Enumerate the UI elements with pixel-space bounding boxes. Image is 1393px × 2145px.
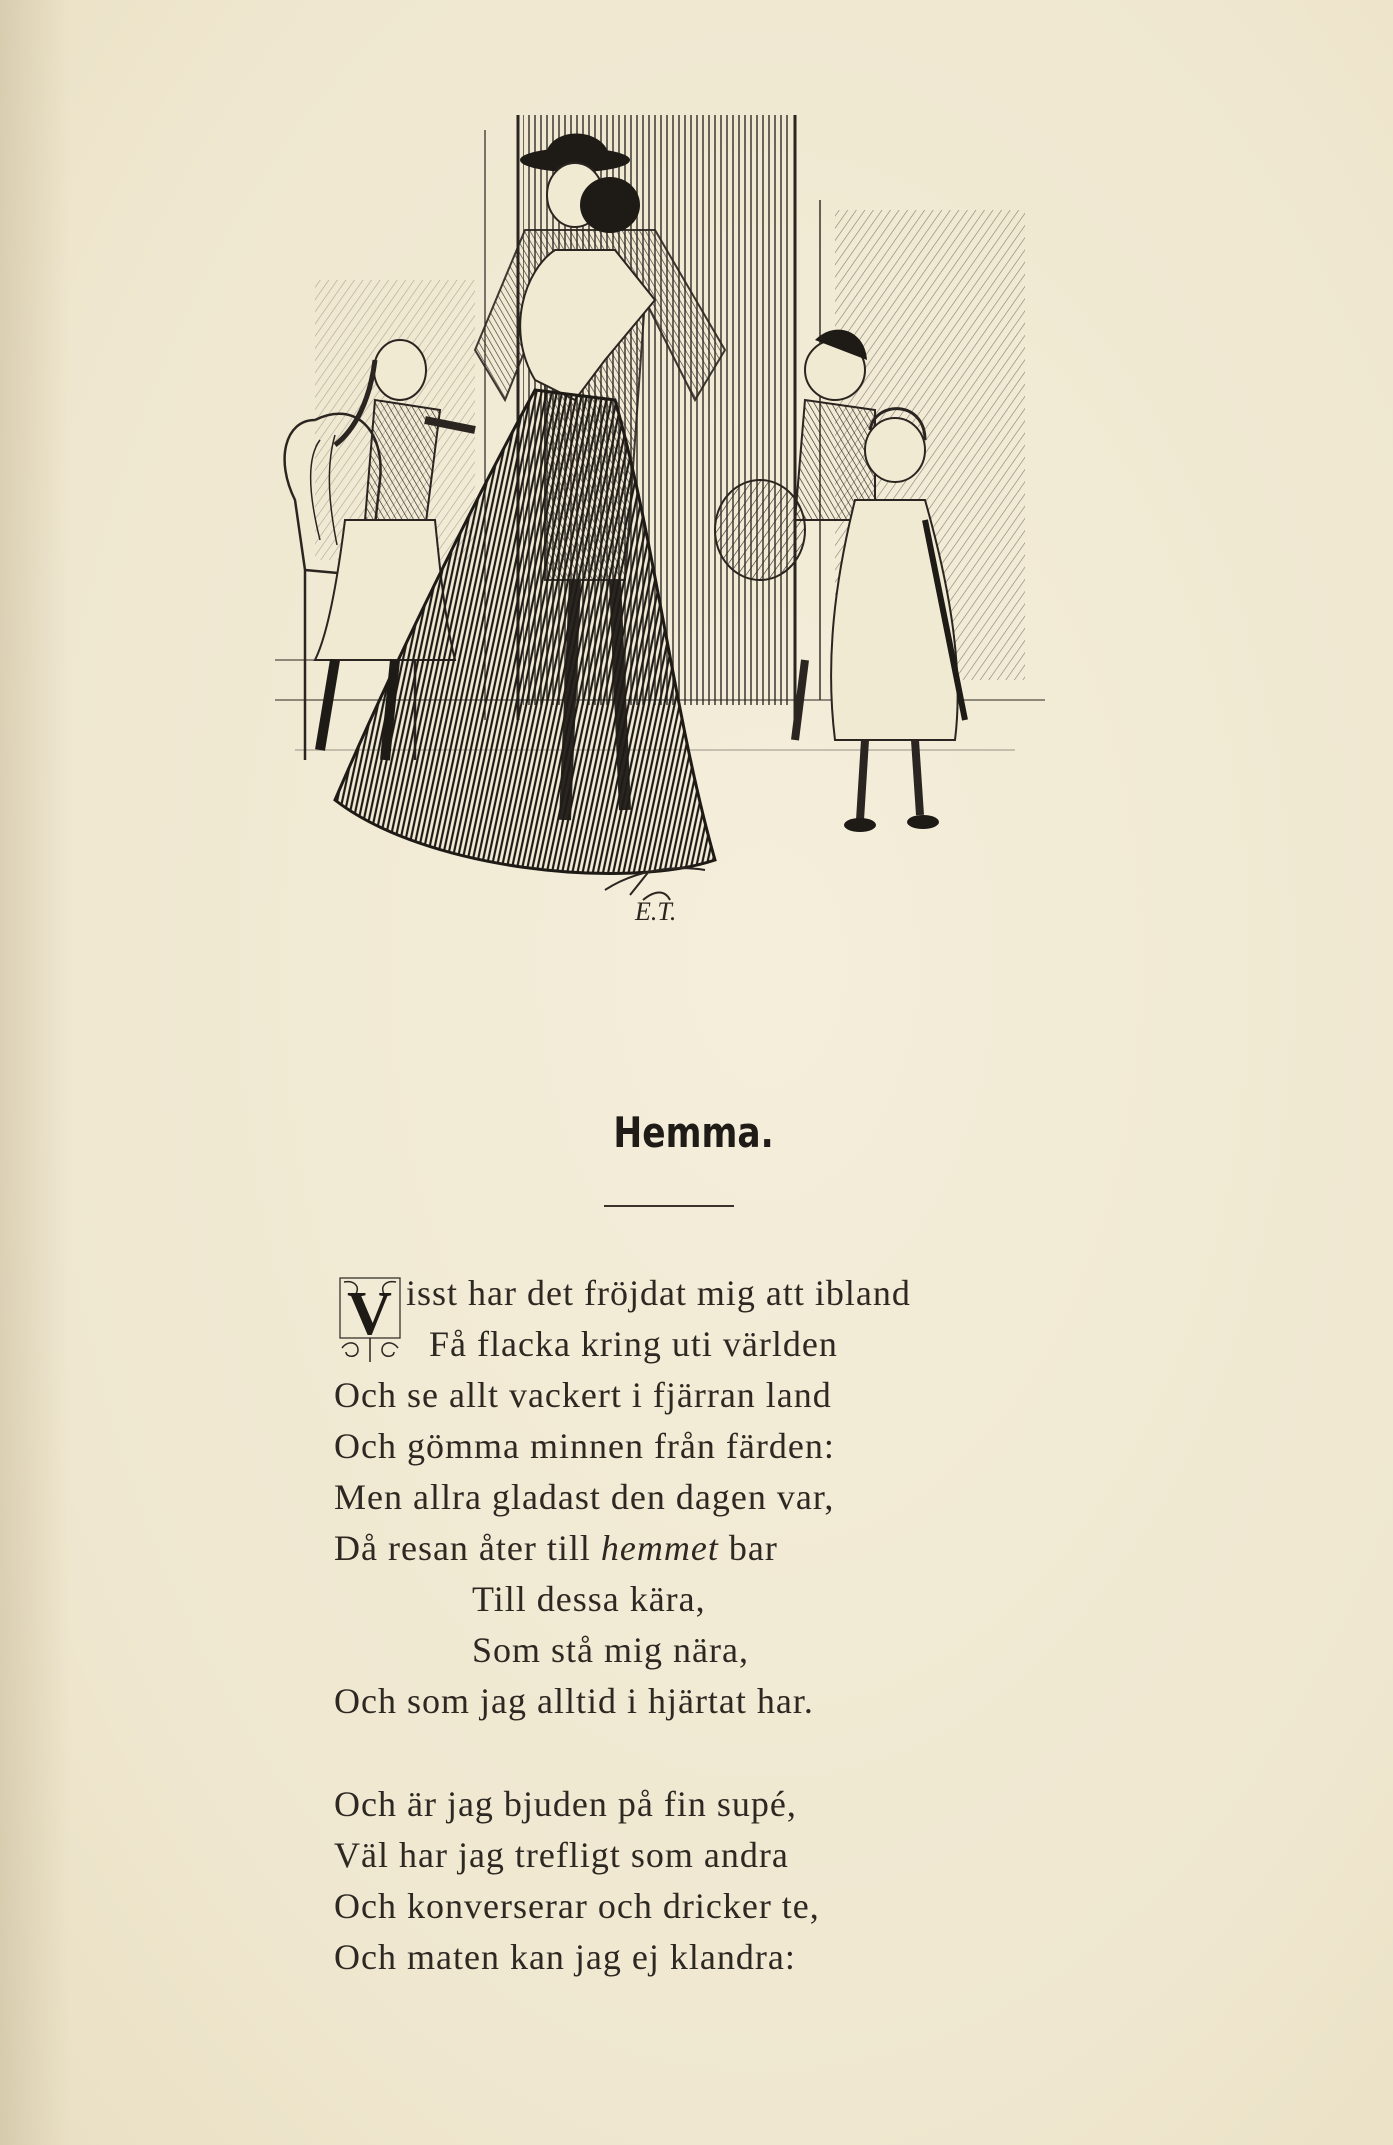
decorative-initial: [334, 1276, 406, 1366]
stanza1-line6-end: bar: [718, 1528, 778, 1568]
stanza2-line3: Och konverserar och dricker te,: [334, 1886, 820, 1926]
stanza1-line1: isst har det fröjdat mig att ibland: [406, 1273, 911, 1313]
poem-title: Hemma.: [613, 1108, 774, 1157]
stanza1-line6-start: Då resan åter till: [334, 1528, 601, 1568]
emphasized-word: hemmet: [600, 1528, 719, 1568]
stanza1-line8: Som stå mig nära,: [472, 1630, 749, 1670]
stanza1-line7: Till dessa kära,: [472, 1579, 706, 1619]
stanza1-line2: Få flacka kring uti världen: [429, 1324, 838, 1364]
artist-signature: [605, 868, 705, 926]
dropcap-letter: V: [347, 1280, 393, 1348]
stanza1-line9: Och som jag alltid i hjärtat har.: [334, 1681, 814, 1721]
stanza1-line6: [334, 1523, 1134, 1574]
stanza2-line4: Och maten kan jag ej klandra:: [334, 1937, 796, 1977]
gutter-shadow: [0, 0, 70, 2145]
title-rule: [604, 1205, 734, 1207]
stanza2-line2: Väl har jag trefligt som andra: [334, 1835, 789, 1875]
stanza-gap: [334, 1727, 1134, 1779]
stanza1-line3: Och se allt vackert i fjärran land: [334, 1375, 832, 1415]
stanza1-line4: Och gömma minnen från färden:: [334, 1426, 835, 1466]
stanza2-line1: Och är jag bjuden på fin supé,: [334, 1784, 797, 1824]
stanza1-line5: Men allra gladast den dagen var,: [334, 1477, 835, 1517]
poem-body: [334, 1268, 1134, 1983]
homecoming-illustration: [275, 100, 1045, 960]
signature-text: E.T.: [635, 897, 677, 926]
